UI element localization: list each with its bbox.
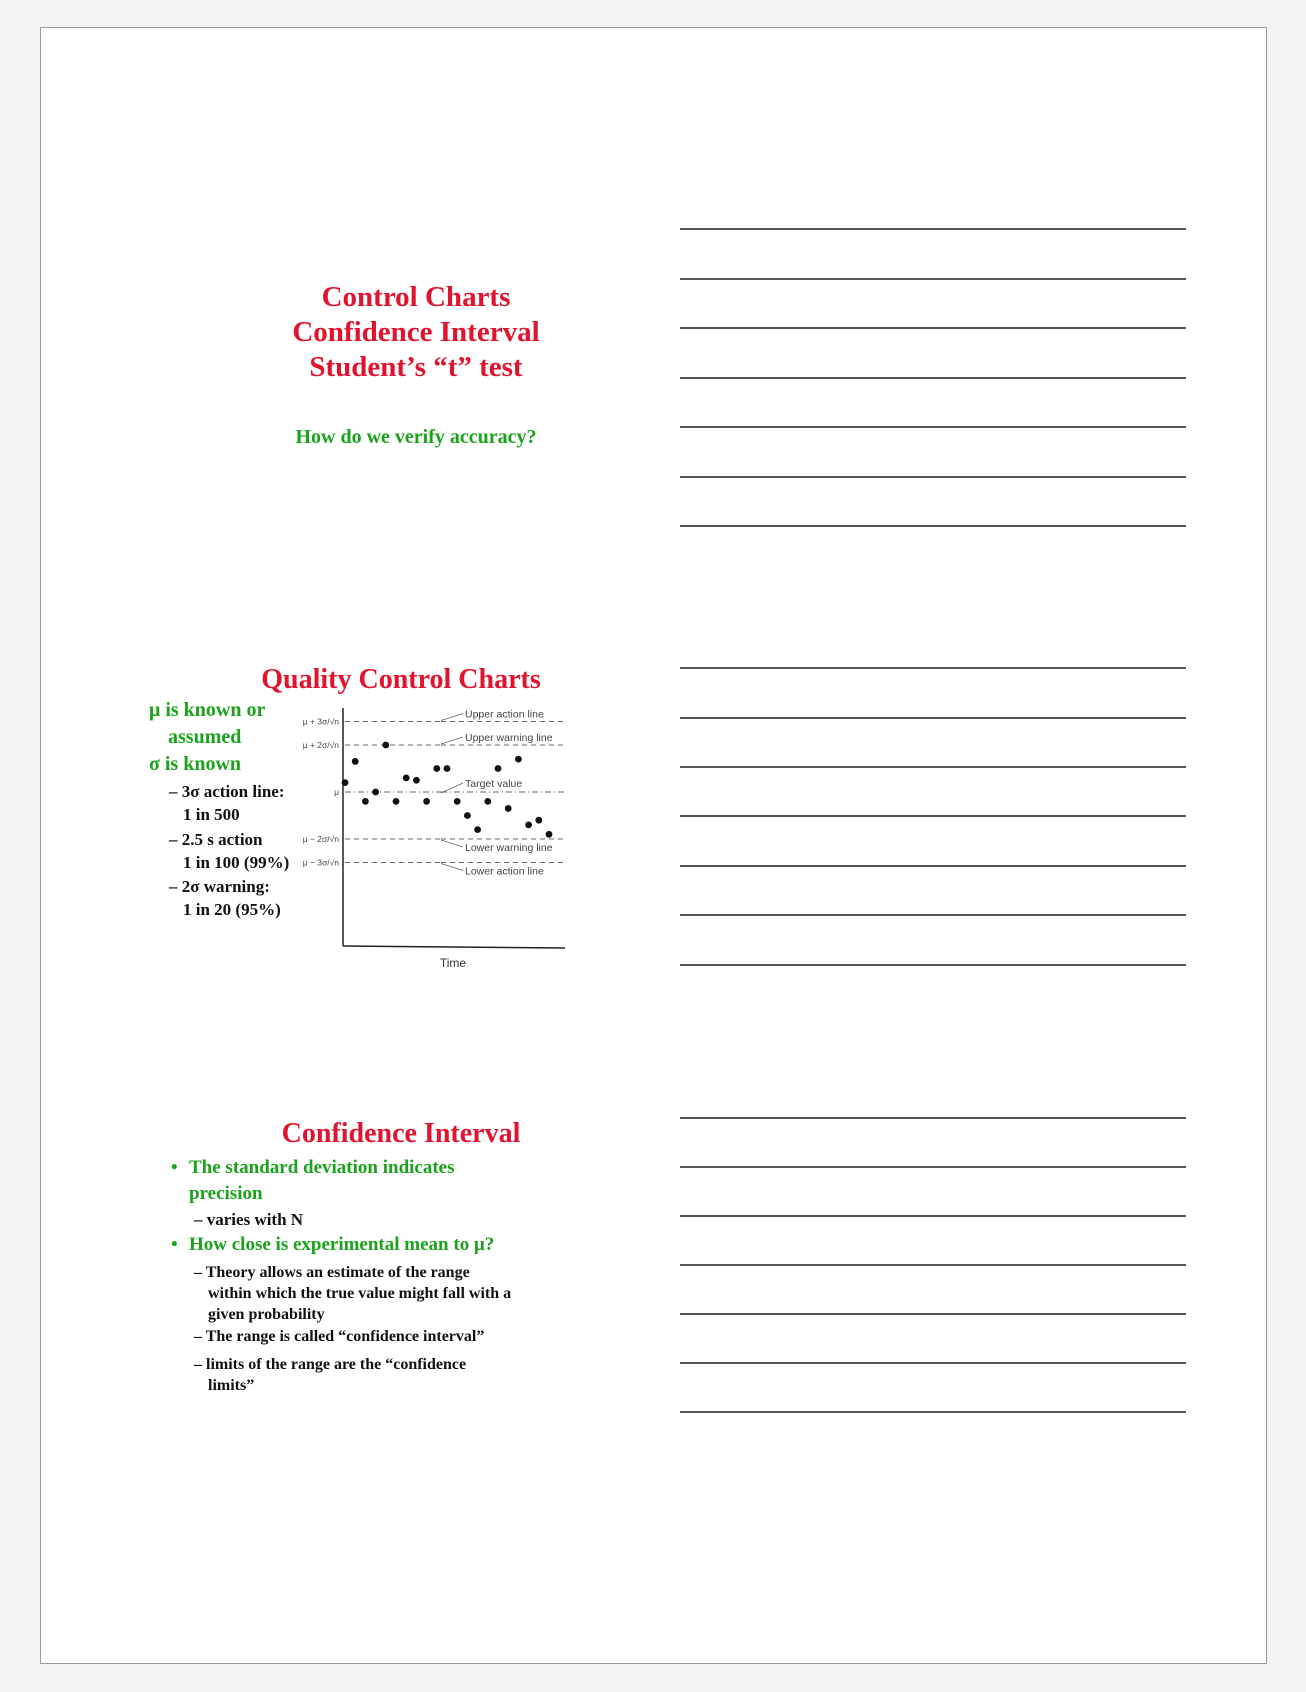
leader-line (441, 864, 463, 871)
note-line (680, 278, 1186, 280)
slide1-title-line-1: Control Charts (321, 281, 511, 313)
data-point (474, 826, 481, 833)
leader-line (441, 714, 463, 721)
data-point (423, 798, 430, 805)
data-point (352, 758, 359, 765)
slide3-sub-3-b: limits” (208, 1377, 255, 1394)
slide3-sub-varies: – varies with N (194, 1210, 304, 1229)
y-tick-label: μ + 3σ/√n (302, 716, 339, 727)
slide2-known-sigma: σ is known (149, 753, 242, 775)
slide3-bullet-1 (189, 1155, 455, 1207)
data-point (505, 805, 512, 812)
note-line (680, 1166, 1186, 1168)
slide3-sub-1 (194, 1262, 511, 1325)
slide2-known-mu: μ is known or (149, 699, 266, 721)
slide1-subtitle: How do we verify accuracy? (295, 426, 537, 448)
slide2-item-2-a: – 2.5 s action (169, 830, 263, 849)
note-line (680, 426, 1186, 428)
reference-line-label: Target value (465, 778, 523, 790)
slide2-item-3-a: – 2σ warning: (169, 877, 270, 896)
note-line (680, 228, 1186, 230)
slide3-sub-3 (194, 1354, 466, 1396)
note-line (680, 327, 1186, 329)
slide3-title: Confidence Interval (281, 1118, 521, 1149)
note-line (680, 1362, 1186, 1364)
data-point (362, 798, 369, 805)
y-tick-label: μ (334, 787, 339, 797)
slide3-bullet-1-b: precision (189, 1183, 263, 1204)
slide3-sub-1-c: given probability (208, 1306, 325, 1323)
data-point (546, 831, 553, 838)
x-axis-label: Time (439, 956, 467, 970)
note-line (680, 717, 1186, 719)
slide3-bullet-1-a: • The standard deviation indicates (189, 1157, 455, 1178)
data-point (454, 798, 461, 805)
y-tick-label: μ + 2σ/√n (302, 740, 339, 750)
slide1-title (231, 280, 601, 385)
data-point (433, 765, 440, 772)
slide2-item-3 (169, 875, 281, 921)
data-point (525, 822, 532, 829)
note-line (680, 1313, 1186, 1315)
reference-line-label: Upper action line (465, 708, 544, 721)
slide1-title-line-2: Confidence Interval (292, 316, 540, 348)
note-line (680, 914, 1186, 916)
data-point (535, 817, 542, 824)
handout-page (40, 27, 1267, 1664)
data-point (342, 779, 349, 786)
note-line (680, 377, 1186, 379)
note-line (680, 476, 1186, 478)
y-tick-label: μ − 3σ/√n (302, 857, 339, 868)
data-point (464, 812, 471, 819)
slide3-sub-3-a: – limits of the range are the “confidence (194, 1356, 467, 1373)
note-line (680, 1411, 1186, 1413)
slide2-item-3-b: 1 in 20 (95%) (183, 900, 281, 919)
reference-line-label: Upper warning line (465, 732, 553, 744)
data-point (444, 765, 451, 772)
y-tick-label: μ − 2σ/√n (302, 834, 339, 844)
note-line (680, 1215, 1186, 1217)
x-axis (343, 946, 565, 948)
slide2-known-mu-cont: assumed (168, 726, 242, 748)
slide2-item-1-b: 1 in 500 (183, 805, 240, 824)
leader-line (441, 840, 463, 847)
note-line (680, 1117, 1186, 1119)
data-point (495, 765, 502, 772)
slide2-item-2 (169, 828, 289, 874)
note-line (680, 815, 1186, 817)
note-line (680, 525, 1186, 527)
note-line (680, 667, 1186, 669)
data-point (515, 756, 522, 763)
slide2-item-2-b: 1 in 100 (99%) (183, 853, 290, 872)
data-point (403, 775, 410, 782)
slide2-title: Quality Control Charts (261, 664, 541, 695)
data-point (484, 798, 491, 805)
slide2-item-1-a: – 3σ action line: (169, 782, 285, 801)
note-line (680, 865, 1186, 867)
slide2-item-1 (169, 780, 285, 826)
note-line (680, 766, 1186, 768)
data-point (393, 798, 400, 805)
slide3-sub-1-a: – Theory allows an estimate of the range (194, 1264, 470, 1281)
slide3-sub-1-b: within which the true value might fall with a (208, 1285, 512, 1302)
data-point (382, 742, 389, 749)
data-point (372, 789, 379, 796)
reference-line-label: Lower warning line (465, 842, 553, 854)
slide3-bullet-2: • How close is experimental mean to μ? (189, 1234, 494, 1256)
reference-line-label: Lower action line (465, 865, 544, 878)
data-point (413, 777, 420, 784)
note-line (680, 964, 1186, 966)
note-line (680, 1264, 1186, 1266)
leader-line (441, 737, 463, 744)
slide3-sub-2: – The range is called “confidence interval” (194, 1328, 485, 1345)
slide1-title-line-3: Student’s “t” test (309, 351, 523, 383)
control-chart (293, 704, 633, 1014)
